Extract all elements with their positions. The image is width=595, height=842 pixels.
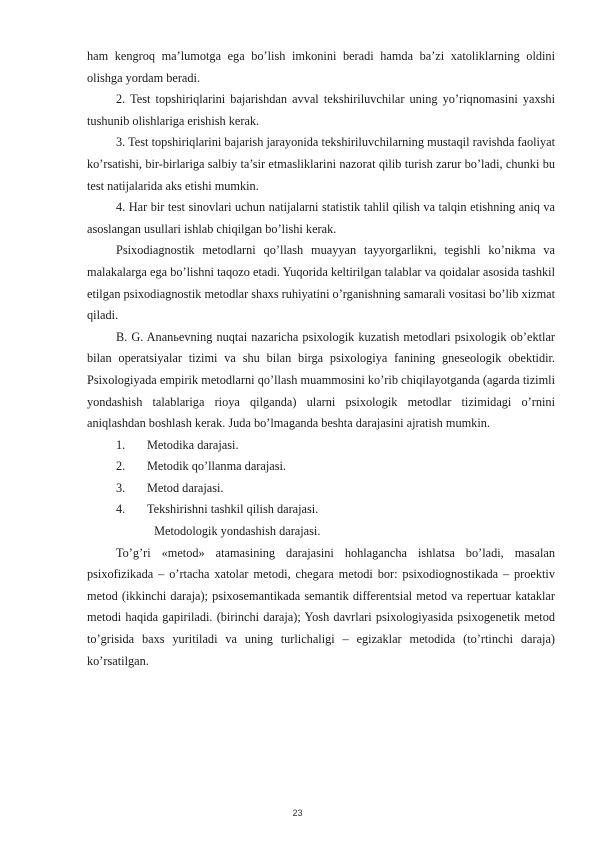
list-number: 3. xyxy=(116,480,126,495)
list-item xyxy=(87,499,555,521)
list-number: 2. xyxy=(116,459,126,474)
paragraph-point-4: 4. Har bir test sinovlari uchun natijalarni statistik tahlil qilish va talqin etishning aniq va asoslangan usullari ishlab chiqilgan bo’lishi kerak. xyxy=(87,200,555,236)
paragraph-ananyev: B. G. Ananьevning nuqtai nazaricha psixologik kuzatish metodlari psixologik ob’ektlar bilan operatsiyalar tizimi va shu bilan birga psixologiya fanining gneseologik obektidir. Psixologiyada empirik metodlarni qo’llash muammosini ko’rib chiqilayotganda (agarda tizimli yondashish talablariga rioya qilganda) ularni psixologik metodlar tizimidagi o’rnini aniqlashdan boshlash kerak. Juda bo’lmaganda beshta darajasini ajratish mumkin. xyxy=(87,329,555,431)
levels-list xyxy=(87,435,555,543)
list-number: 4. xyxy=(116,502,126,517)
list-number: 1. xyxy=(116,437,126,452)
page-number: 23 xyxy=(292,808,303,818)
list-item xyxy=(87,435,555,457)
paragraph-psychodiagnostic-methods: Psixodiagnostik metodlarni qo’llash muayyan tayyorgarlikni, tegishli ko’nikma va malakalarga ega bo’lishni taqozo etadi. Yuqorida keltirilgan talablar va qoidalar asosida tashkil etilgan psixodiagnostik metodlar shaxs ruhiyatini o’rganishning samarali vositasi bo’lib xizmat qiladi. xyxy=(87,243,556,323)
list-item xyxy=(87,478,555,500)
list-item xyxy=(87,456,555,478)
list-text: Metodologik yondashish darajasi. xyxy=(151,524,321,539)
paragraph-point-2: 2. Test topshiriqlarini bajarishdan avval tekshiriluvchilar uning yo’riqnomasini yaxshi tushunib olishlariga erishish kerak. xyxy=(87,92,555,128)
list-item xyxy=(87,521,555,543)
list-text: Metodik qo’llanma darajasi. xyxy=(147,459,286,474)
paragraph-method-term: To’g’ri «metod» atamasining darajasini hohlagancha ishlatsa bo’ladi, masalan psixofizikada – o’rtacha xatolar metodi, chegara metodi bor: psixodiognostikada – proektiv metod (ikkinchi daraja); psixosemantikada semantik differentsial metod va repertuar kataklar metodi haqida gapiriladi. (birinchi daraja); Yosh davrlari psixologiyasida psixogenetik metod to’grisida baxs yuritiladi va uning turlichaligi – egizaklar metodida (to’rtinchi daraja) ko’rsatilgan. xyxy=(87,545,555,668)
paragraph-continuation: ham kengroq ma’lumotga ega bo’lish imkonini beradi hamda ba’zi xatoliklarning oldini olishga yordam beradi. xyxy=(87,49,555,85)
document-body xyxy=(87,46,555,672)
list-text: Tekshirishni tashkil qilish darajasi. xyxy=(147,502,319,517)
paragraph-point-3: 3. Test topshiriqlarini bajarish jarayonida tekshiriluvchilarning mustaqil ravishda faoliyat ko’rsatishi, bir-birlariga salbiy ta’sir etmasliklarini nazorat qilib turish zarur bo’ladi, chunki bu test natijalarida aks etishi mumkin. xyxy=(87,135,555,193)
list-text: Metod darajasi. xyxy=(147,480,224,495)
list-text: Metodika darajasi. xyxy=(147,437,239,452)
